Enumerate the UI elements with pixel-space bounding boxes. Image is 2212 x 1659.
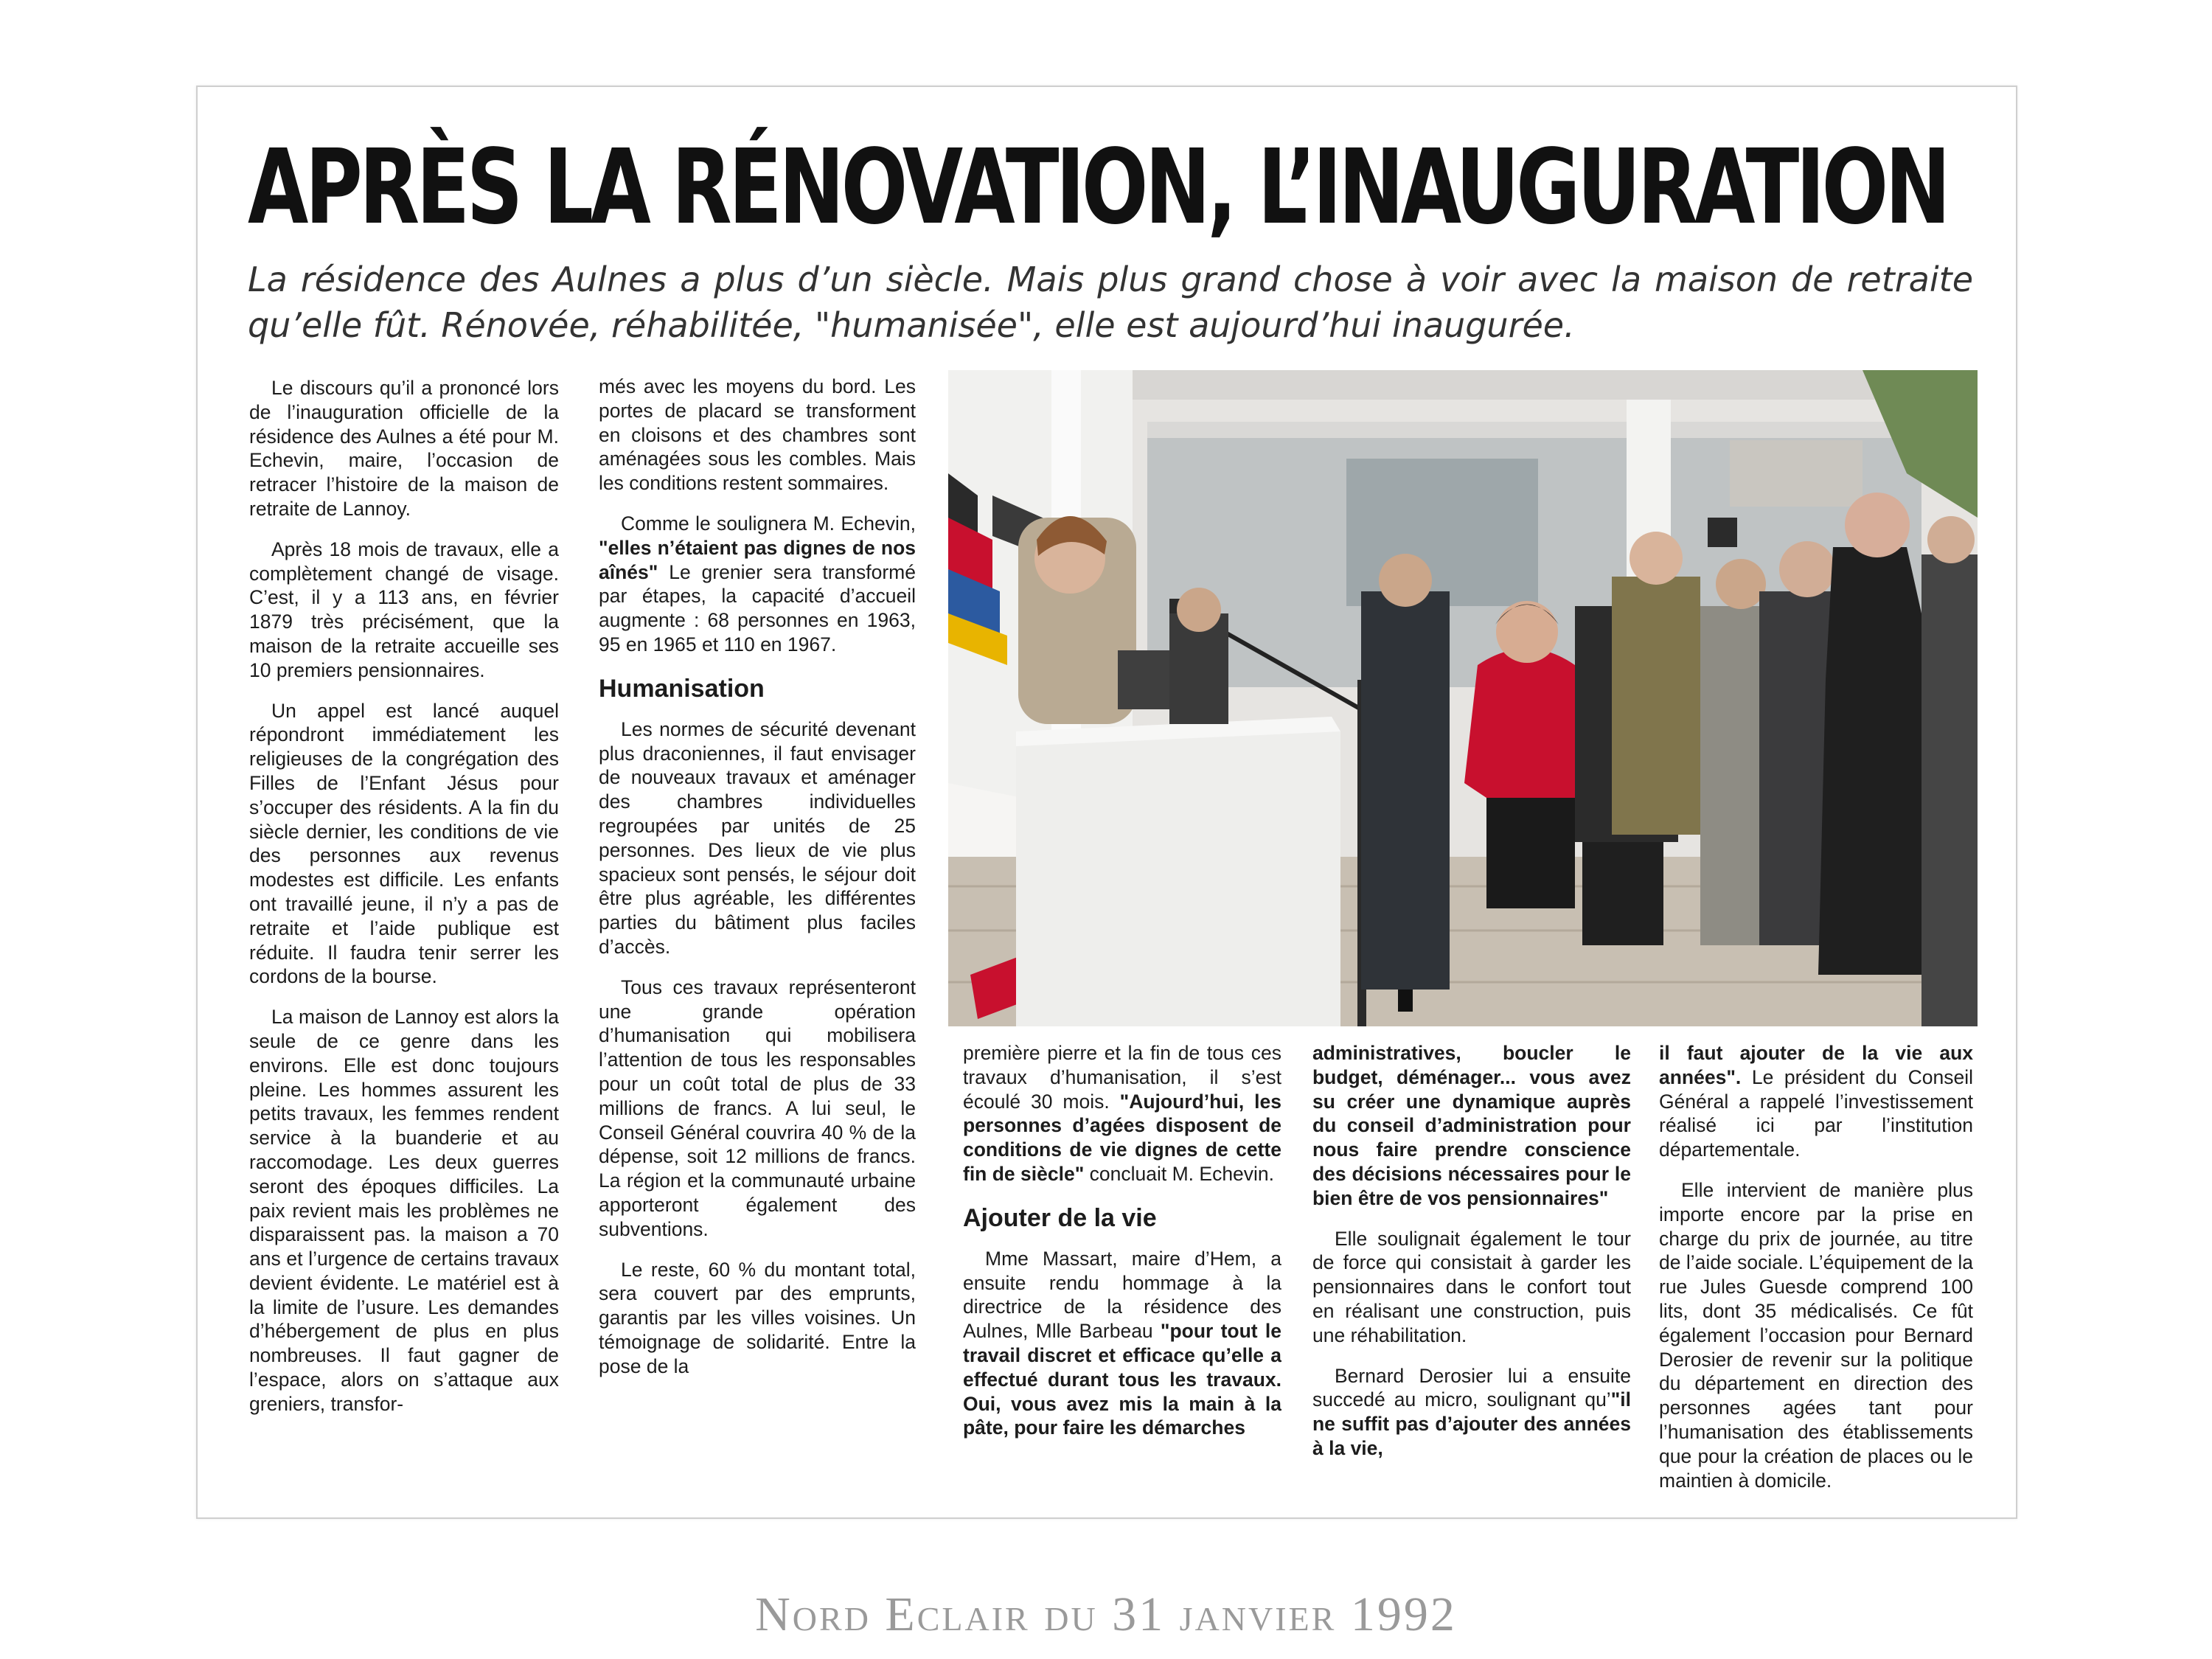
quote: "Aujourd’hui, les personnes d’agées disposent de conditions de vie dignes de cette fin de siècle": [963, 1090, 1281, 1185]
newspaper-clipping: [221, 111, 1983, 1541]
column-3: [963, 1041, 1281, 1528]
paragraph: [963, 1247, 1281, 1440]
quote: "il ne suffit pas d’ajouter des années à la vie,: [1312, 1388, 1631, 1459]
paragraph: La maison de Lannoy est alors la seule de ce genre dans les environs. Elle est donc toujours pleine. Les hommes assurent les petits travaux, les femmes rendent service à la buanderie et au raccomodage. Les deux guerres seront des époques difficiles. La paix revient mais les problèmes ne disparaissent pas. la maison a 70 ans et l’urgence de certains travaux devient évidente. Le matériel est à la limite de l’usure. Les demandes d’hébergement de plus en plus nombreuses. Il faut gagner de l’espace, alors on s’attaque aux greniers, transfor-: [249, 1006, 559, 1415]
paragraph: [1659, 1041, 1973, 1162]
paragraph: Après 18 mois de travaux, elle a complètement changé de visage. C’est, il y a 113 ans, en février 1879 très précisément, que la maison de la retraite accueille ses 10 premiers pensionnaires.: [249, 538, 559, 681]
paragraph: [1312, 1041, 1631, 1211]
text-run: Comme le soulignera M. Echevin,: [621, 512, 916, 535]
column-1: [249, 376, 559, 1526]
column-5: [1659, 1041, 1973, 1528]
photo-illustration: [948, 370, 1978, 1026]
column-4: [1312, 1041, 1631, 1528]
paragraph: Elle soulignait également le tour de force qui consistait à garder les pensionnaires dans le confort tout en réalisant une construction, puis une réhabilitation.: [1312, 1227, 1631, 1346]
text-run: Bernard Derosier lui a ensuite succedé au micro, soulignant qu’: [1312, 1364, 1631, 1411]
subheading-humanisation: Humanisation: [599, 674, 765, 703]
text-run: Mme Massart, maire d’Hem, a ensuite rendu hommage à la directrice de la résidence des Aulnes, Mlle Barbeau: [963, 1247, 1281, 1343]
quote: "elles n’étaient pas dignes de nos aînés": [599, 536, 916, 583]
paragraph: Un appel est lancé auquel répondront immédiatement les religieuses de la congrégation des Filles de l’Enfant Jésus pour s’occuper des résidents. A la fin du siècle dernier, les conditions de vie des personnes aux revenus modestes est difficile. Les enfants ont travaillé jeune, il n’y a pas de retraite et l’aide publique est réduite. Il faudra tenir serrer les cordons de la bourse.: [249, 699, 559, 988]
paragraph: Les normes de sécurité devenant plus draconiennes, il faut envisager de nouveaux travaux et aménager des chambres individuelles regroupées par unités de 25 personnes. Des lieux de vie plus spacieux sont pensés, le séjour doit être plus agréable, les différentes parties du bâtiment plus faciles d’accès.: [599, 717, 916, 958]
text-run: concluait M. Echevin.: [1084, 1162, 1275, 1185]
text-run: première pierre et la fin de tous ces travaux d’humanisation, il s’est écoulé 30 mois.: [963, 1042, 1281, 1113]
paragraph: [599, 512, 916, 657]
source-caption: Nord Eclair du 31 janvier 1992: [755, 1587, 1457, 1641]
column-2: [599, 375, 916, 1525]
quote: "pour tout le travail discret et efficace qu’elle a effectué durant tous les travaux. Oui, vous avez mis la main à la pâte, pour faire les démarches: [963, 1320, 1281, 1439]
paragraph: Le reste, 60 % du montant total, sera couvert par des emprunts, garantis par les villes voisines. Un témoignage de solidarité. Entre la pose de la: [599, 1258, 916, 1377]
paragraph: Elle intervient de manière plus importe encore par la prise en charge du prix de journée, au titre de l’aide sociale. L’équipement de la rue Jules Guesde comprend 100 lits, dont 35 médicalisés. Ce fût également l’occasion pour Bernard Derosier de revenir sur la politique du département en direction des personnes agées tant pour l’humanisation des établissements que pour la création de places ou le maintien à domicile.: [1659, 1178, 1973, 1492]
paragraph: Tous ces travaux représenteront une grande opération d’humanisation qui mobilisera l’attention de tous les responsables pour un coût total de plus de 33 millions de francs. A lui seul, le Conseil Général couvrira 40 % de la dépense, soit 12 millions de francs. La région et la communauté urbaine apporteront également des subventions.: [599, 975, 916, 1240]
paragraph: [1312, 1364, 1631, 1461]
deck-subtitle: La résidence des Aulnes a plus d’un siècle. Mais plus grand chose à voir avec la maison de retraite qu’elle fût. Rénovée, réhabilitée, "humanisée", elle est aujourd’hui inaugurée.: [248, 260, 1973, 345]
quote: il faut ajouter de la vie aux années".: [1659, 1042, 1973, 1088]
text-run: Le président du Conseil Général a rappelé l’investissement réalisé ici par l’institution départementale.: [1659, 1065, 1973, 1161]
paragraph: [963, 1041, 1281, 1186]
paragraph: més avec les moyens du bord. Les portes de placard se transforment en cloisons et des chambres sont aménagées sous les combles. Mais les conditions restent sommaires.: [599, 375, 916, 495]
quote: administratives, boucler le budget, déménager... vous avez su créer une dynamique auprès du conseil d’administration pour nous faire prendre conscience des décisions nécessaires pour le bien être de vos pensionnaires": [1312, 1042, 1631, 1209]
subheading-ajouter-de-la-vie: Ajouter de la vie: [963, 1203, 1157, 1232]
paragraph: Le discours qu’il a prononcé lors de l’inauguration officielle de la résidence des Aulnes a été pour M. Echevin, maire, l’occasion de retracer l’histoire de la maison de retraite de Lannoy.: [249, 377, 559, 520]
text-run: Le grenier sera transformé par étapes, la capacité d’accueil augmente : 68 personnes en 1963, 95 en 1965 et 110 en 1967.: [599, 560, 916, 655]
headline: APRÈS LA RÉNOVATION, L’INAUGURATION: [248, 128, 1948, 248]
inauguration-photo: [948, 370, 1978, 1026]
